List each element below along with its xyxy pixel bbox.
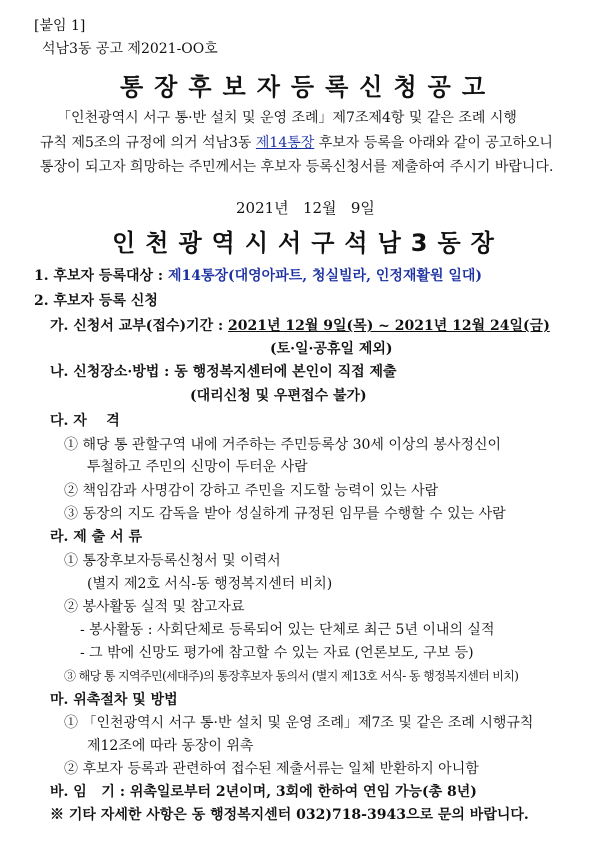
intro-line-3: 통장이 되고자 희망하는 주민께서는 후보자 등록신청서를 제출하여 주시기 바랍니다. [40,159,554,175]
item-da-2: ② 책임감과 사명감이 강하고 주민을 지도할 능력이 있는 사람 [64,483,439,499]
item-ma-2: ② 후보자 등록과 관련하여 접수된 제출서류는 일체 반환하지 아니함 [64,761,479,777]
item-ga-note: (토·일·공휴일 제외) [270,341,393,357]
item-ma-1a: ① 「인천광역시 서구 통·반 설치 및 운영 조례」제7조 및 같은 조례 시행규칙 [64,715,534,731]
item-ra: 라. 제 출 서 류 [50,529,142,545]
item-ra-1b: (별지 제2호 서식-동 행정복지센터 비치) [87,576,333,592]
section-1-label: 1. 후보자 등록대상 : [34,268,168,284]
item-da-1b: 투철하고 주민의 신망이 두터운 사람 [87,459,308,475]
attachment-label: [붙임 1] [34,18,86,34]
item-da-3: ③ 동장의 지도 감독을 받아 성실하게 규정된 임무를 수행할 수 있는 사람 [64,506,506,522]
item-ra-1a: ① 통장후보자등록신청서 및 이력서 [64,553,281,569]
item-ra-2b: - 그 밖에 신망도 평가에 참고할 수 있는 자료 (언론보도, 구보 등) [80,645,474,661]
item-ma-1b: 제12조에 따라 동장이 위촉 [87,738,254,754]
section-2: 2. 후보자 등록 신청 [34,293,158,309]
item-ba: 바. 임 기 : 위촉일로부터 2년이며, 3회에 한하여 연임 가능(총 8년) [50,784,477,800]
intro-line-2-start: 규칙 제5조의 규정에 의거 석남3동 [40,135,256,151]
intro-line-1: 「인천광역시 서구 통·반 설치 및 운영 조례」제7조제4항 및 같은 조례 시행 [57,110,517,126]
item-na-note: (대리신청 및 우편접수 불가) [190,388,367,404]
section-1-value: 제14통장(대영아파트, 청실빌라, 인정재활원 일대) [167,268,483,284]
item-ga-label: 가. 신청서 교부(접수)기간 : [50,318,229,334]
item-da-1a: ① 해당 통 관할구역 내에 거주하는 주민등록상 30세 이상의 봉사정신이 [64,437,502,453]
notice-number: 석남3동 공고 제2021-OO호 [42,41,218,57]
item-ga-period: 2021년 12월 9일(목) ~ 2021년 12월 24일(금) [228,318,550,334]
intro-line-2 [40,134,553,152]
notice-date: 2021년 12월 9일 [236,199,375,217]
item-ma: 마. 위촉절차 및 방법 [50,692,178,708]
intro-target-highlight: 제14통장 [255,135,315,151]
item-ra-2: ② 봉사활동 실적 및 참고자료 [64,599,245,615]
item-ra-3: ③ 해당 통 지역주민(세대주)의 통장후보자 동의서 (별지 제13호 서식- 동 행정복지센터 비치) [64,669,519,683]
issuer: 인천광역시서구석남3동장 [112,229,504,257]
item-ga [50,317,550,335]
page-title: 통장후보자등록신청공고 [119,73,497,101]
footer-note: ※ 기타 자세한 사항은 동 행정복지센터 032)718-3943으로 문의 바랍니다. [50,807,529,823]
intro-line-2-end: 후보자 등록을 아래와 같이 공고하오니 [314,135,553,151]
item-ra-2a: - 봉사활동 : 사회단체로 등록되어 있는 단체로 최근 5년 이내의 실적 [80,622,495,638]
section-1 [34,267,482,285]
item-da: 다. 자 격 [50,413,120,429]
item-na: 나. 신청장소·방법 : 동 행정복지센터에 본인이 직접 제출 [50,364,397,380]
